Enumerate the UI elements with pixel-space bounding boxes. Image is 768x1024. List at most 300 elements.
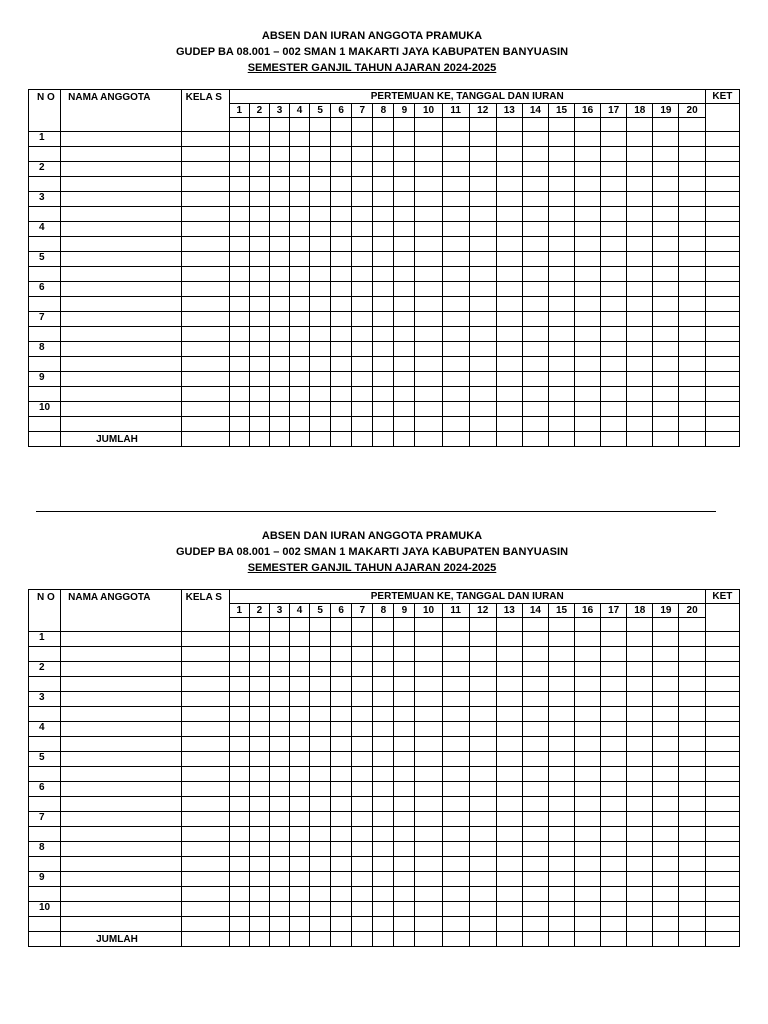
attendance-cell	[469, 902, 496, 917]
kelas-cell	[181, 417, 229, 432]
attendance-cell	[653, 812, 679, 827]
attendance-cell	[653, 282, 679, 297]
attendance-cell	[415, 917, 442, 932]
attendance-cell	[601, 767, 627, 782]
attendance-cell	[229, 812, 249, 827]
attendance-cell	[352, 147, 373, 162]
attendance-cell	[469, 297, 496, 312]
total-label: JUMLAH	[61, 432, 181, 447]
ket-cell	[705, 357, 739, 372]
attendance-cell	[653, 782, 679, 797]
attendance-cell	[331, 707, 352, 722]
header-no: N O	[29, 90, 61, 132]
attendance-cell	[373, 342, 394, 357]
attendance-cell	[415, 282, 442, 297]
meeting-number: 17	[601, 104, 627, 118]
attendance-cell	[653, 162, 679, 177]
table-row	[29, 812, 740, 827]
meeting-number: 10	[415, 104, 442, 118]
attendance-cell	[331, 812, 352, 827]
attendance-cell	[653, 237, 679, 252]
attendance-cell	[394, 662, 415, 677]
attendance-cell	[290, 252, 310, 267]
attendance-cell	[548, 147, 574, 162]
header-ket: KET	[705, 590, 739, 604]
total-cell	[415, 932, 442, 947]
table-row	[29, 282, 740, 297]
cut-line-divider	[36, 511, 716, 512]
attendance-cell	[290, 132, 310, 147]
attendance-cell	[653, 192, 679, 207]
meeting-cell	[575, 118, 601, 132]
attendance-cell	[290, 737, 310, 752]
nama-cell	[61, 357, 181, 372]
attendance-cell	[310, 887, 331, 902]
attendance-cell	[627, 252, 653, 267]
attendance-cell	[548, 632, 574, 647]
attendance-cell	[249, 342, 269, 357]
attendance-cell	[653, 797, 679, 812]
attendance-cell	[352, 797, 373, 812]
nama-cell	[61, 177, 181, 192]
attendance-cell	[331, 662, 352, 677]
attendance-cell	[269, 737, 289, 752]
attendance-cell	[394, 387, 415, 402]
attendance-cell	[310, 707, 331, 722]
kelas-cell	[181, 782, 229, 797]
row-number: 9	[29, 372, 61, 387]
attendance-cell	[575, 327, 601, 342]
attendance-cell	[522, 417, 548, 432]
meeting-cell	[653, 618, 679, 632]
attendance-cell	[469, 372, 496, 387]
attendance-cell	[469, 752, 496, 767]
table-row	[29, 647, 740, 662]
attendance-cell	[415, 857, 442, 872]
attendance-cell	[653, 357, 679, 372]
row-number: 6	[29, 782, 61, 797]
form-subtitle-gudep: GUDEP BA 08.001 – 002 SMAN 1 MAKARTI JAYA KABUPATEN BANYUASIN	[175, 546, 569, 558]
attendance-cell	[229, 647, 249, 662]
attendance-cell	[229, 327, 249, 342]
attendance-cell	[442, 902, 469, 917]
attendance-cell	[373, 692, 394, 707]
meeting-number: 10	[415, 604, 442, 618]
attendance-cell	[679, 252, 705, 267]
attendance-cell	[229, 207, 249, 222]
attendance-cell	[548, 162, 574, 177]
total-no-cell	[29, 432, 61, 447]
meeting-number: 1	[229, 604, 249, 618]
kelas-cell	[181, 342, 229, 357]
attendance-cell	[548, 737, 574, 752]
attendance-cell	[310, 722, 331, 737]
table-row	[29, 342, 740, 357]
attendance-cell	[352, 782, 373, 797]
attendance-cell	[442, 207, 469, 222]
attendance-cell	[394, 177, 415, 192]
table-row	[29, 692, 740, 707]
attendance-cell	[352, 297, 373, 312]
attendance-cell	[627, 797, 653, 812]
attendance-cell	[548, 327, 574, 342]
attendance-cell	[469, 917, 496, 932]
meeting-cell	[522, 618, 548, 632]
attendance-cell	[601, 797, 627, 812]
meeting-number: 16	[575, 104, 601, 118]
attendance-cell	[373, 252, 394, 267]
attendance-cell	[249, 252, 269, 267]
attendance-cell	[229, 707, 249, 722]
attendance-cell	[575, 887, 601, 902]
attendance-cell	[522, 372, 548, 387]
attendance-cell	[310, 252, 331, 267]
meeting-number: 19	[653, 604, 679, 618]
attendance-cell	[653, 707, 679, 722]
attendance-cell	[352, 267, 373, 282]
ket-cell	[705, 282, 739, 297]
row-number: 4	[29, 722, 61, 737]
ket-cell	[705, 812, 739, 827]
attendance-cell	[442, 132, 469, 147]
attendance-cell	[679, 842, 705, 857]
nama-cell	[61, 267, 181, 282]
meeting-cell	[352, 618, 373, 632]
total-cell	[394, 432, 415, 447]
attendance-cell	[601, 842, 627, 857]
header-pertemuan: PERTEMUAN KE, TANGGAL DAN IURAN	[229, 590, 705, 604]
meeting-cell	[415, 618, 442, 632]
attendance-cell	[548, 917, 574, 932]
attendance-cell	[679, 417, 705, 432]
meeting-number: 19	[653, 104, 679, 118]
attendance-cell	[310, 402, 331, 417]
kelas-cell	[181, 797, 229, 812]
row-number: 8	[29, 342, 61, 357]
nama-cell	[61, 917, 181, 932]
kelas-cell	[181, 327, 229, 342]
attendance-cell	[373, 767, 394, 782]
nama-cell	[61, 752, 181, 767]
attendance-cell	[653, 872, 679, 887]
attendance-cell	[290, 207, 310, 222]
table-row	[29, 902, 740, 917]
attendance-cell	[331, 237, 352, 252]
attendance-cell	[415, 782, 442, 797]
total-cell	[290, 432, 310, 447]
attendance-cell	[249, 872, 269, 887]
kelas-cell	[181, 147, 229, 162]
total-cell	[679, 932, 705, 947]
attendance-cell	[496, 192, 522, 207]
ket-cell	[705, 662, 739, 677]
attendance-cell	[548, 252, 574, 267]
attendance-cell	[229, 387, 249, 402]
attendance-cell	[269, 632, 289, 647]
attendance-cell	[352, 827, 373, 842]
attendance-cell	[442, 267, 469, 282]
attendance-cell	[249, 782, 269, 797]
attendance-cell	[249, 887, 269, 902]
attendance-cell	[469, 417, 496, 432]
attendance-cell	[310, 132, 331, 147]
attendance-cell	[373, 917, 394, 932]
attendance-cell	[575, 857, 601, 872]
attendance-cell	[575, 312, 601, 327]
attendance-cell	[548, 662, 574, 677]
meeting-number: 3	[269, 104, 289, 118]
attendance-cell	[373, 737, 394, 752]
attendance-cell	[679, 342, 705, 357]
attendance-cell	[679, 267, 705, 282]
attendance-cell	[679, 887, 705, 902]
attendance-cell	[653, 342, 679, 357]
attendance-cell	[269, 282, 289, 297]
attendance-cell	[310, 827, 331, 842]
attendance-cell	[442, 252, 469, 267]
attendance-cell	[331, 177, 352, 192]
attendance-cell	[352, 282, 373, 297]
attendance-cell	[469, 782, 496, 797]
attendance-cell	[269, 767, 289, 782]
attendance-cell	[496, 327, 522, 342]
attendance-cell	[627, 737, 653, 752]
attendance-cell	[394, 707, 415, 722]
attendance-cell	[601, 872, 627, 887]
nama-cell	[61, 647, 181, 662]
attendance-cell	[352, 312, 373, 327]
attendance-cell	[310, 147, 331, 162]
attendance-cell	[522, 282, 548, 297]
attendance-cell	[627, 267, 653, 282]
ket-cell	[705, 147, 739, 162]
attendance-cell	[522, 222, 548, 237]
attendance-cell	[394, 692, 415, 707]
attendance-cell	[415, 252, 442, 267]
attendance-cell	[469, 327, 496, 342]
attendance-cell	[575, 132, 601, 147]
attendance-cell	[229, 132, 249, 147]
attendance-cell	[469, 402, 496, 417]
meeting-number: 12	[469, 104, 496, 118]
attendance-cell	[331, 722, 352, 737]
attendance-cell	[331, 842, 352, 857]
attendance-cell	[601, 267, 627, 282]
attendance-cell	[575, 297, 601, 312]
attendance-cell	[522, 692, 548, 707]
attendance-cell	[269, 207, 289, 222]
attendance-cell	[575, 797, 601, 812]
kelas-cell	[181, 752, 229, 767]
total-kelas-cell	[181, 932, 229, 947]
attendance-cell	[548, 357, 574, 372]
attendance-cell	[331, 827, 352, 842]
attendance-cell	[331, 782, 352, 797]
attendance-cell	[290, 887, 310, 902]
attendance-cell	[601, 327, 627, 342]
attendance-cell	[249, 297, 269, 312]
attendance-cell	[415, 372, 442, 387]
attendance-cell	[269, 297, 289, 312]
row-number: 5	[29, 752, 61, 767]
attendance-cell	[290, 297, 310, 312]
kelas-cell	[181, 387, 229, 402]
attendance-cell	[352, 357, 373, 372]
attendance-cell	[601, 827, 627, 842]
attendance-cell	[496, 662, 522, 677]
attendance-cell	[469, 387, 496, 402]
attendance-cell	[627, 677, 653, 692]
attendance-cell	[548, 647, 574, 662]
row-number-blank	[29, 827, 61, 842]
attendance-cell	[496, 812, 522, 827]
kelas-cell	[181, 677, 229, 692]
ket-cell	[705, 797, 739, 812]
attendance-cell	[249, 707, 269, 722]
attendance-cell	[442, 647, 469, 662]
row-number: 6	[29, 282, 61, 297]
attendance-cell	[601, 207, 627, 222]
attendance-cell	[548, 222, 574, 237]
attendance-cell	[229, 237, 249, 252]
attendance-cell	[679, 327, 705, 342]
nama-cell	[61, 842, 181, 857]
attendance-cell	[548, 192, 574, 207]
row-number-blank	[29, 147, 61, 162]
attendance-cell	[373, 417, 394, 432]
attendance-cell	[496, 282, 522, 297]
meeting-number: 14	[522, 104, 548, 118]
attendance-cell	[496, 767, 522, 782]
attendance-cell	[352, 372, 373, 387]
meeting-cell	[627, 118, 653, 132]
attendance-cell	[331, 902, 352, 917]
nama-cell	[61, 737, 181, 752]
attendance-cell	[679, 827, 705, 842]
attendance-cell	[469, 312, 496, 327]
attendance-cell	[394, 282, 415, 297]
attendance-cell	[522, 902, 548, 917]
attendance-cell	[601, 162, 627, 177]
total-cell	[469, 932, 496, 947]
attendance-cell	[415, 147, 442, 162]
attendance-cell	[394, 252, 415, 267]
row-number-blank	[29, 767, 61, 782]
attendance-cell	[679, 372, 705, 387]
attendance-cell	[679, 192, 705, 207]
attendance-cell	[331, 677, 352, 692]
ket-cell	[705, 857, 739, 872]
attendance-cell	[249, 207, 269, 222]
attendance-cell	[627, 372, 653, 387]
header-pertemuan: PERTEMUAN KE, TANGGAL DAN IURAN	[229, 90, 705, 104]
kelas-cell	[181, 872, 229, 887]
row-number: 5	[29, 252, 61, 267]
kelas-cell	[181, 402, 229, 417]
attendance-cell	[469, 842, 496, 857]
attendance-cell	[548, 677, 574, 692]
attendance-cell	[373, 387, 394, 402]
attendance-cell	[575, 722, 601, 737]
attendance-cell	[352, 857, 373, 872]
meeting-number: 4	[290, 604, 310, 618]
meeting-number: 8	[373, 104, 394, 118]
attendance-cell	[575, 902, 601, 917]
attendance-cell	[496, 857, 522, 872]
attendance-cell	[469, 222, 496, 237]
attendance-cell	[601, 342, 627, 357]
row-number-blank	[29, 917, 61, 932]
attendance-cell	[679, 737, 705, 752]
header-ket: KET	[705, 90, 739, 104]
attendance-cell	[442, 887, 469, 902]
attendance-cell	[627, 722, 653, 737]
attendance-cell	[229, 402, 249, 417]
meeting-number: 3	[269, 604, 289, 618]
attendance-cell	[653, 752, 679, 767]
attendance-cell	[415, 327, 442, 342]
table-row	[29, 842, 740, 857]
attendance-cell	[496, 902, 522, 917]
attendance-cell	[522, 707, 548, 722]
meeting-cell	[442, 618, 469, 632]
attendance-cell	[442, 872, 469, 887]
meeting-cell	[653, 118, 679, 132]
attendance-cell	[415, 192, 442, 207]
attendance-cell	[601, 632, 627, 647]
total-cell	[352, 932, 373, 947]
meeting-cell	[331, 118, 352, 132]
attendance-cell	[310, 267, 331, 282]
attendance-cell	[548, 782, 574, 797]
attendance-cell	[496, 722, 522, 737]
row-number-blank	[29, 737, 61, 752]
attendance-cell	[442, 342, 469, 357]
table-row	[29, 737, 740, 752]
ket-cell	[705, 632, 739, 647]
attendance-cell	[290, 827, 310, 842]
kelas-cell	[181, 767, 229, 782]
row-number-blank	[29, 357, 61, 372]
attendance-cell	[415, 632, 442, 647]
attendance-cell	[249, 132, 269, 147]
attendance-cell	[249, 372, 269, 387]
attendance-cell	[249, 222, 269, 237]
attendance-cell	[415, 902, 442, 917]
attendance-cell	[352, 327, 373, 342]
attendance-cell	[601, 692, 627, 707]
attendance-cell	[394, 162, 415, 177]
attendance-cell	[627, 207, 653, 222]
attendance-cell	[679, 177, 705, 192]
attendance-cell	[653, 902, 679, 917]
attendance-cell	[415, 872, 442, 887]
attendance-cell	[496, 177, 522, 192]
attendance-cell	[469, 237, 496, 252]
attendance-cell	[627, 402, 653, 417]
attendance-cell	[394, 737, 415, 752]
attendance-cell	[601, 917, 627, 932]
kelas-cell	[181, 192, 229, 207]
attendance-cell	[310, 917, 331, 932]
attendance-cell	[269, 842, 289, 857]
attendance-cell	[394, 237, 415, 252]
attendance-cell	[575, 692, 601, 707]
attendance-cell	[352, 237, 373, 252]
attendance-cell	[522, 842, 548, 857]
table-row	[29, 917, 740, 932]
attendance-cell	[310, 797, 331, 812]
